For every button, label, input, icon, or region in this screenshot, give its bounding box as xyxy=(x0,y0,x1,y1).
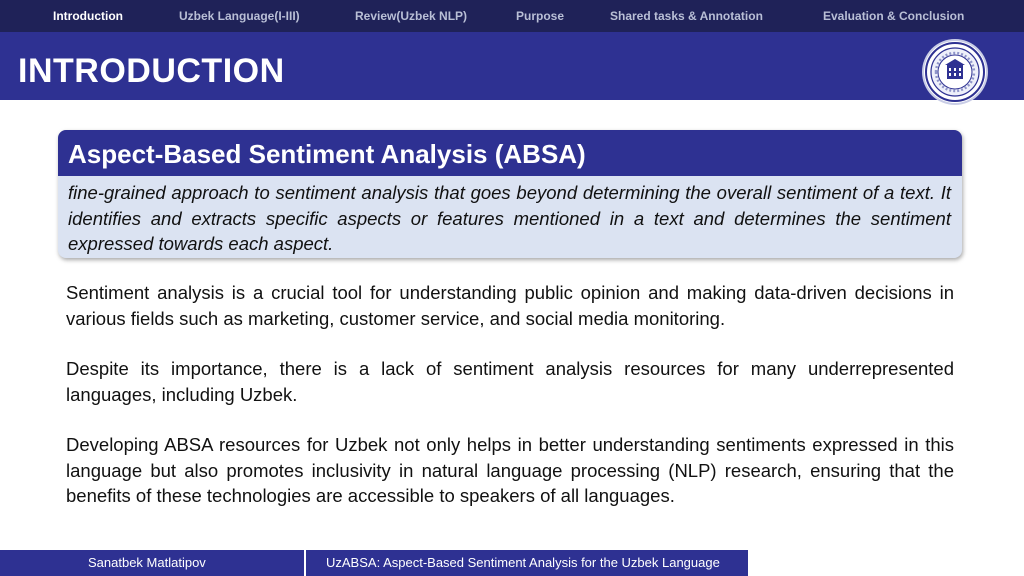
definition-heading: Aspect-Based Sentiment Analysis (ABSA) xyxy=(58,130,962,176)
nav-tab-shared-tasks[interactable]: Shared tasks & Annotation xyxy=(610,9,763,23)
footer-author: Sanatbek Matlatipov xyxy=(88,555,206,570)
definition-text: fine-grained approach to sentiment analysis that goes beyond determining the overall sentiment of a text. It identifies and extracts specific aspects or features mentioned in a text and determines the sentiment expressed towards each aspect. xyxy=(68,182,951,254)
footer-talk-title: UzABSA: Aspect-Based Sentiment Analysis for the Uzbek Language xyxy=(326,555,720,570)
body-content xyxy=(66,280,954,534)
nav-tab-purpose[interactable]: Purpose xyxy=(516,9,565,23)
top-navigation xyxy=(0,0,1024,32)
paragraph-benefits: Developing ABSA resources for Uzbek not only helps in better understanding sentiments expressed in this language but also promotes inclusivity in natural language processing (NLP) research, ensuring that the benefits of these technologies are accessible to speakers of all languages. xyxy=(66,434,954,506)
footer-title-box xyxy=(306,550,748,576)
nav-tab-evaluation[interactable]: Evaluation & Conclusion xyxy=(823,9,965,23)
definition-card xyxy=(58,130,962,258)
paragraph-lack-of-resources: Despite its importance, there is a lack of sentiment analysis resources for many underrepresented languages, including Uzbek. xyxy=(66,358,954,405)
slide-title: INTRODUCTION xyxy=(18,52,285,90)
paragraph-importance: Sentiment analysis is a crucial tool for understanding public opinion and making data-driven decisions in various fields such as marketing, customer service, and social media monitoring. xyxy=(66,282,954,329)
title-bar xyxy=(0,32,1024,100)
nav-tab-introduction[interactable]: Introduction xyxy=(53,9,123,23)
footer-author-box xyxy=(0,550,304,576)
university-seal-icon xyxy=(924,41,986,103)
nav-tab-review[interactable]: Review(Uzbek NLP) xyxy=(355,9,468,23)
nav-tab-uzbek-language[interactable]: Uzbek Language(I-III) xyxy=(179,9,300,23)
